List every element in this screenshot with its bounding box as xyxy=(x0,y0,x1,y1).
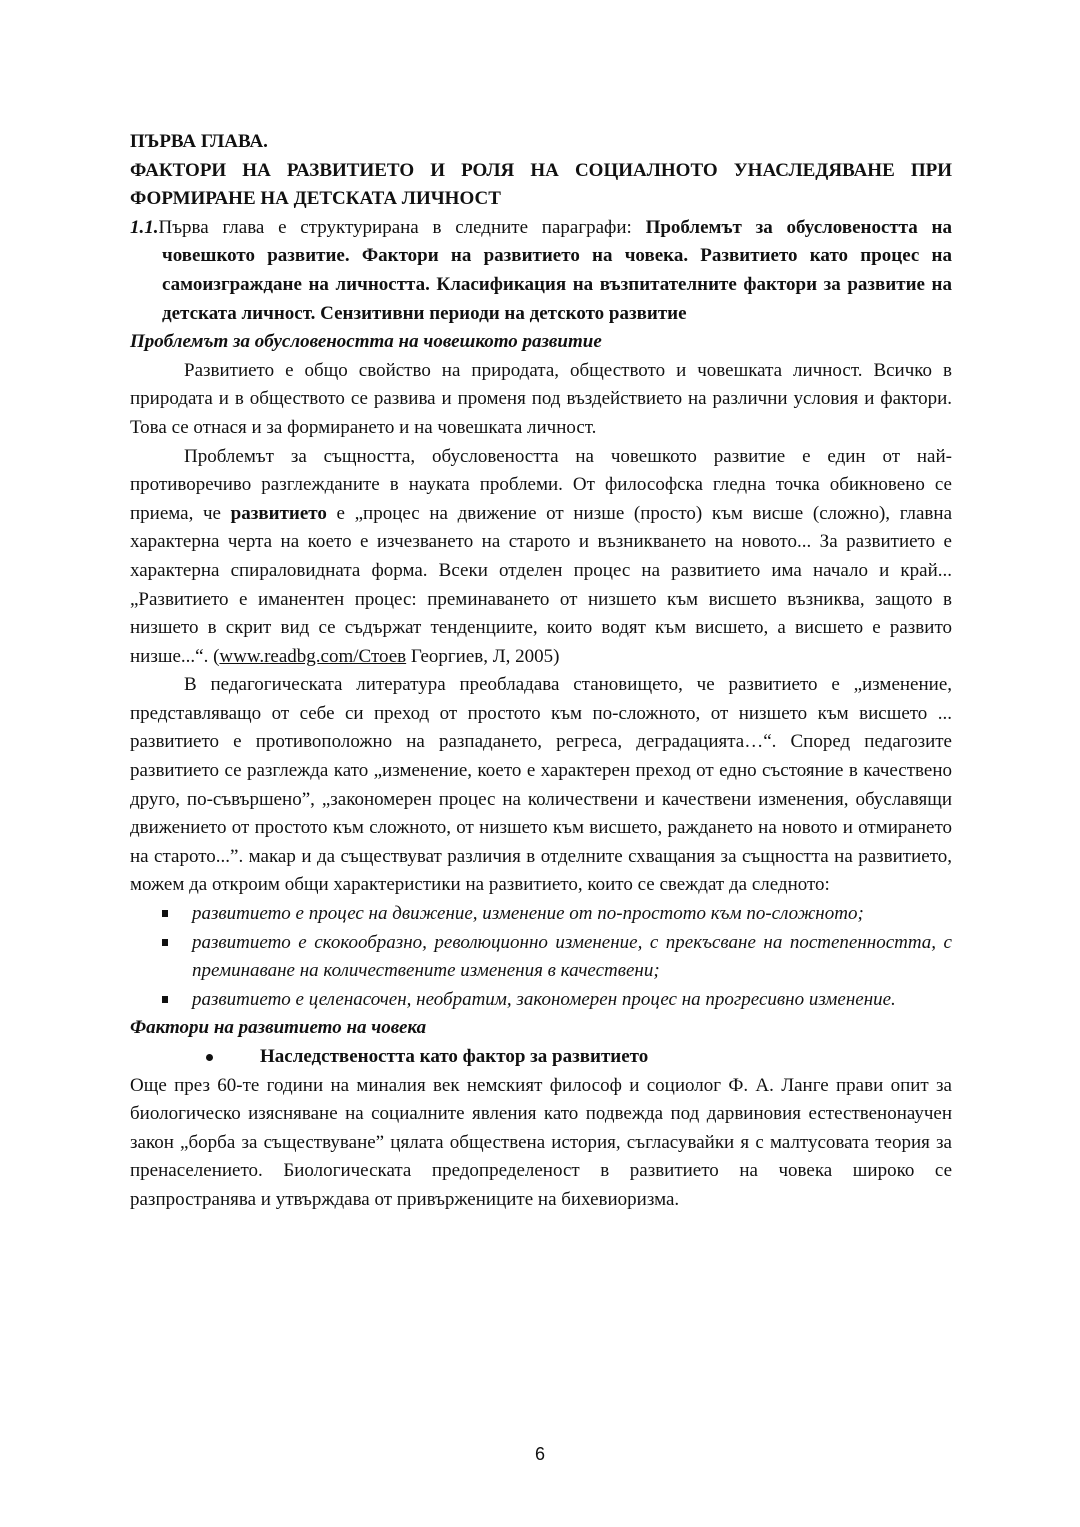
list-item-text: развитието е целенасочен, необратим, закономерен процес на прогресивно изменение. xyxy=(192,988,896,1010)
intro-lead: Първа глава е структурирана в следните параграфи: xyxy=(158,216,646,238)
paragraph-text: Проблемът за същността, обусловеността на човешкото развитие е един от най-противоречиво разглежданите в науката проблеми. От философска гледна точка обикновено се приема, че xyxy=(130,445,952,524)
paragraph-lange: Още през 60-те години на миналия век немският философ и социолог Ф. А. Ланге прави опит за биологическо изясняване на социалните явления като подвежда под дарвиновия естественонаучен закон „борба за съществуване” цялата обществена история, съгласувайки я с малтусовата теория за пренаселението. Биологическата предопределеност в развитието на човека широко се разпространява и утвърждава от привържениците на бихевиоризма. xyxy=(130,1074,952,1210)
list-item-text: развитието е скокообразно, революционно изменение, с прекъсване на постепенността, с преминаване на количествените изменения в качествени; xyxy=(192,931,952,982)
subheading-heredity xyxy=(130,1043,952,1072)
section-title-factors: Фактори на развитието на човека xyxy=(130,1017,427,1039)
source-link[interactable]: www.readbg.com/Стоев xyxy=(219,645,407,667)
intro-paragraph xyxy=(130,214,952,328)
page-number: 6 xyxy=(534,1444,545,1464)
list-item xyxy=(130,929,952,986)
paragraph-philosophical-view xyxy=(130,443,952,672)
document-page xyxy=(130,128,952,1215)
chapter-label: ПЪРВА ГЛАВА. xyxy=(130,131,268,152)
paragraph-text: е „процес на движение от низше (просто) към висше (сложно), главна характерна черта на което е изчезването на старото и възникването на новото... За развитието е характерна спираловидната форма. Всеки отделен процес на развитието има начало и край... „Развитието е иманентен процес: преминаването от низшето към висшето възниква, защото в низшето в скрит вид се съдържат тенденциите, които водят към висшето, а висшето е развито низше...“. ( xyxy=(130,502,953,667)
paragraph-pedagogical-view: В педагогическата литература преобладава становището, че развитието е „изменение, представляващо от себе си преход от простото към по-сложното, от низшето към висшето ... развитието е противоположно на разпадането, регреса, деградацията…“. Според педагозите развитието се разглежда като „изменение, което е характерен преход от едно състояние в качествено друго, по-съвършено”, „закономерен процес на количествени и качествени изменения, обуславящи движението от простото към сложното, от низшето към висшето, раждането на новото и отмирането на старото...”. макар и да съществуват различия в отделните схващания за същността на развитието, можем да откроим общи характеристики на развитието, които се свеждат да следното: xyxy=(130,674,952,896)
chapter-title: ФАКТОРИ НА РАЗВИТИЕТО И РОЛЯ НА СОЦИАЛНОТО УНАСЛЕДЯВАНЕ ПРИ ФОРМИРАНЕ НА ДЕТСКАТА ЛИЧНОСТ xyxy=(130,159,952,210)
intro-paragraph-list: Проблемът за обусловеността на човешкото развитие. Фактори на развитието на човека. Развитието като процес на самоизграждане на личността. Класификация на възпитателните фактори за развитие на детската личност. Сензитивни периоди на детското развитие xyxy=(162,216,952,324)
square-bullet-icon xyxy=(162,910,168,917)
characteristics-list xyxy=(130,900,952,1014)
paragraph-development-property: Развитието е общо свойство на природата, обществото и човешката личност. Всичко в природата и в обществото се развива и променя под въздействието на различни условия и фактори. Това се отнася и за формирането и на човешката личност. xyxy=(130,359,952,438)
list-item-text: развитието е процес на движение, изменение от по-простото към по-сложното; xyxy=(192,903,864,925)
square-bullet-icon xyxy=(162,996,168,1003)
citation-text: Георгиев, Л, 2005) xyxy=(406,645,560,667)
subheading-text: Наследствеността като фактор за развитието xyxy=(260,1046,649,1067)
bold-term-development: развитието xyxy=(230,502,327,524)
square-bullet-icon xyxy=(162,939,168,946)
section-title-conditioning: Проблемът за обусловеността на човешкото развитие xyxy=(130,331,602,353)
list-item xyxy=(130,986,952,1015)
list-item xyxy=(130,900,952,929)
round-bullet-icon xyxy=(206,1054,213,1061)
section-number: 1.1. xyxy=(130,216,159,238)
